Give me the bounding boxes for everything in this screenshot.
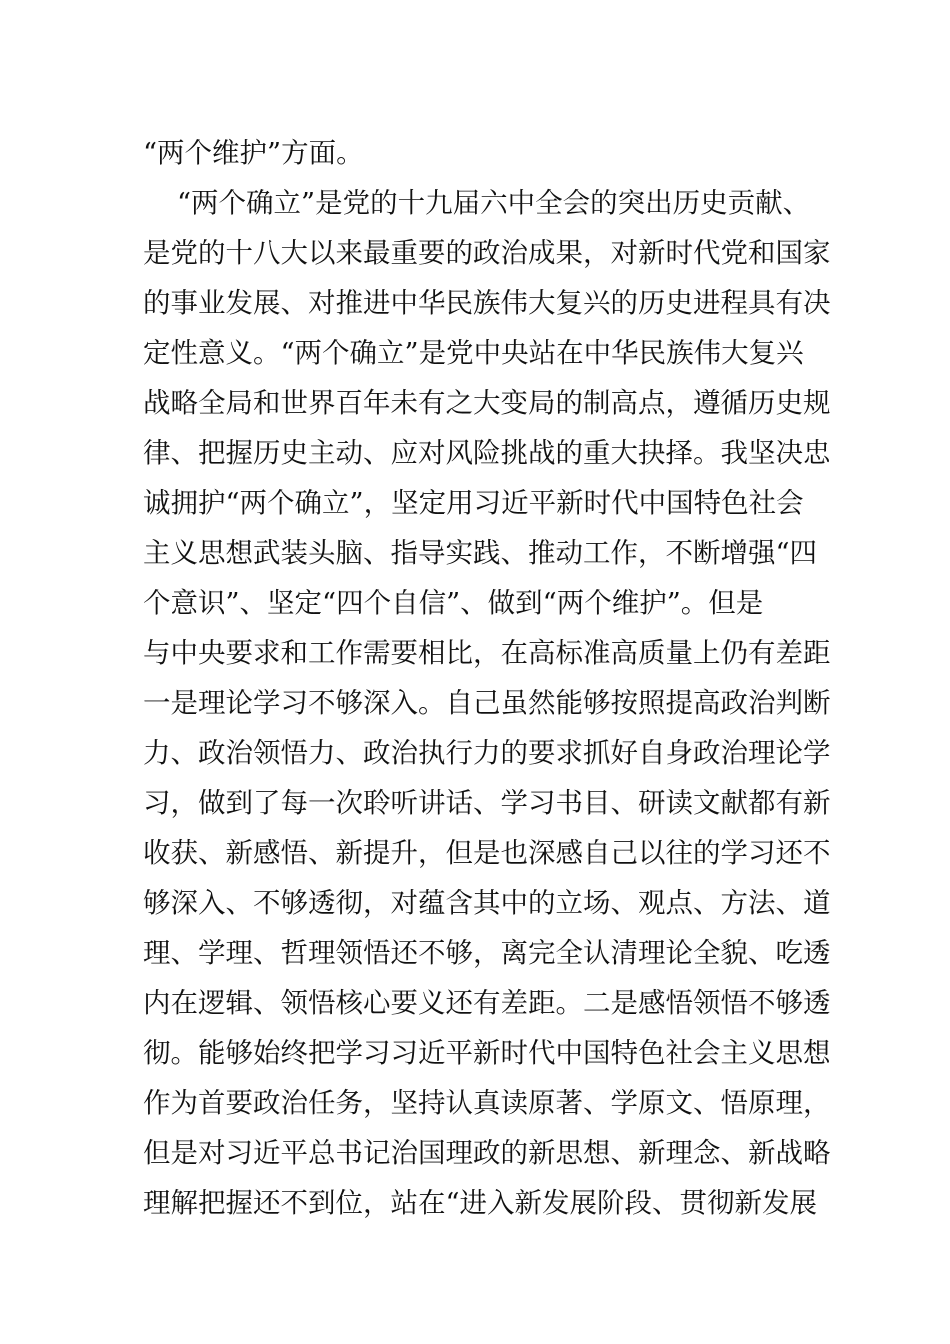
text-line-14: 习，做到了每一次聆听讲话、学习书目、研读文献都有新 — [143, 787, 831, 819]
text-line-3: 是党的十八大以来最重要的政治成果，对新时代党和国家 — [143, 237, 831, 269]
text-line-17: 理、学理、哲理领悟还不够，离完全认清理论全貌、吃透 — [143, 937, 831, 969]
text-line-19: 彻。能够始终把学习习近平新时代中国特色社会主义思想 — [143, 1037, 831, 1069]
text-line-15: 收获、新感悟、新提升，但是也深感自己以往的学习还不 — [143, 837, 831, 869]
text-line-9: 主义思想武装头脑、指导实践、推动工作，不断增强“四 — [143, 537, 818, 569]
text-line-18: 内在逻辑、领悟核心要义还有差距。二是感悟领悟不够透 — [143, 987, 831, 1019]
text-line-6: 战略全局和世界百年未有之大变局的制高点，遵循历史规 — [143, 387, 831, 419]
text-line-16: 够深入、不够透彻，对蕴含其中的立场、观点、方法、道 — [143, 887, 831, 919]
text-line-2: “两个确立”是党的十九届六中全会的突出历史贡献、 — [177, 187, 811, 219]
text-line-4: 的事业发展、对推进中华民族伟大复兴的历史进程具有决 — [143, 287, 831, 319]
text-line-5: 定性意义。“两个确立”是党中央站在中华民族伟大复兴 — [143, 337, 804, 369]
text-line-11: 与中央要求和工作需要相比，在高标准高质量上仍有差距 — [143, 637, 831, 669]
text-line-12: 一是理论学习不够深入。自己虽然能够按照提高政治判断 — [143, 687, 831, 719]
body-text — [143, 128, 831, 1228]
text-line-21: 但是对习近平总书记治国理政的新思想、新理念、新战略 — [143, 1137, 831, 1169]
text-line-22: 理解把握还不到位，站在“进入新发展阶段、贯彻新发展 — [143, 1187, 818, 1219]
text-line-20: 作为首要政治任务，坚持认真读原著、学原文、悟原理， — [143, 1087, 831, 1119]
text-line-8: 诚拥护“两个确立”，坚定用习近平新时代中国特色社会 — [143, 487, 804, 519]
text-line-1: “两个维护”方面。 — [143, 137, 364, 169]
text-line-10: 个意识”、坚定“四个自信”、做到“两个维护”。但是 — [143, 587, 764, 619]
text-line-7: 律、把握历史主动、应对风险挑战的重大抉择。我坚决忠 — [143, 437, 831, 469]
text-line-13: 力、政治领悟力、政治执行力的要求抓好自身政治理论学 — [143, 737, 831, 769]
